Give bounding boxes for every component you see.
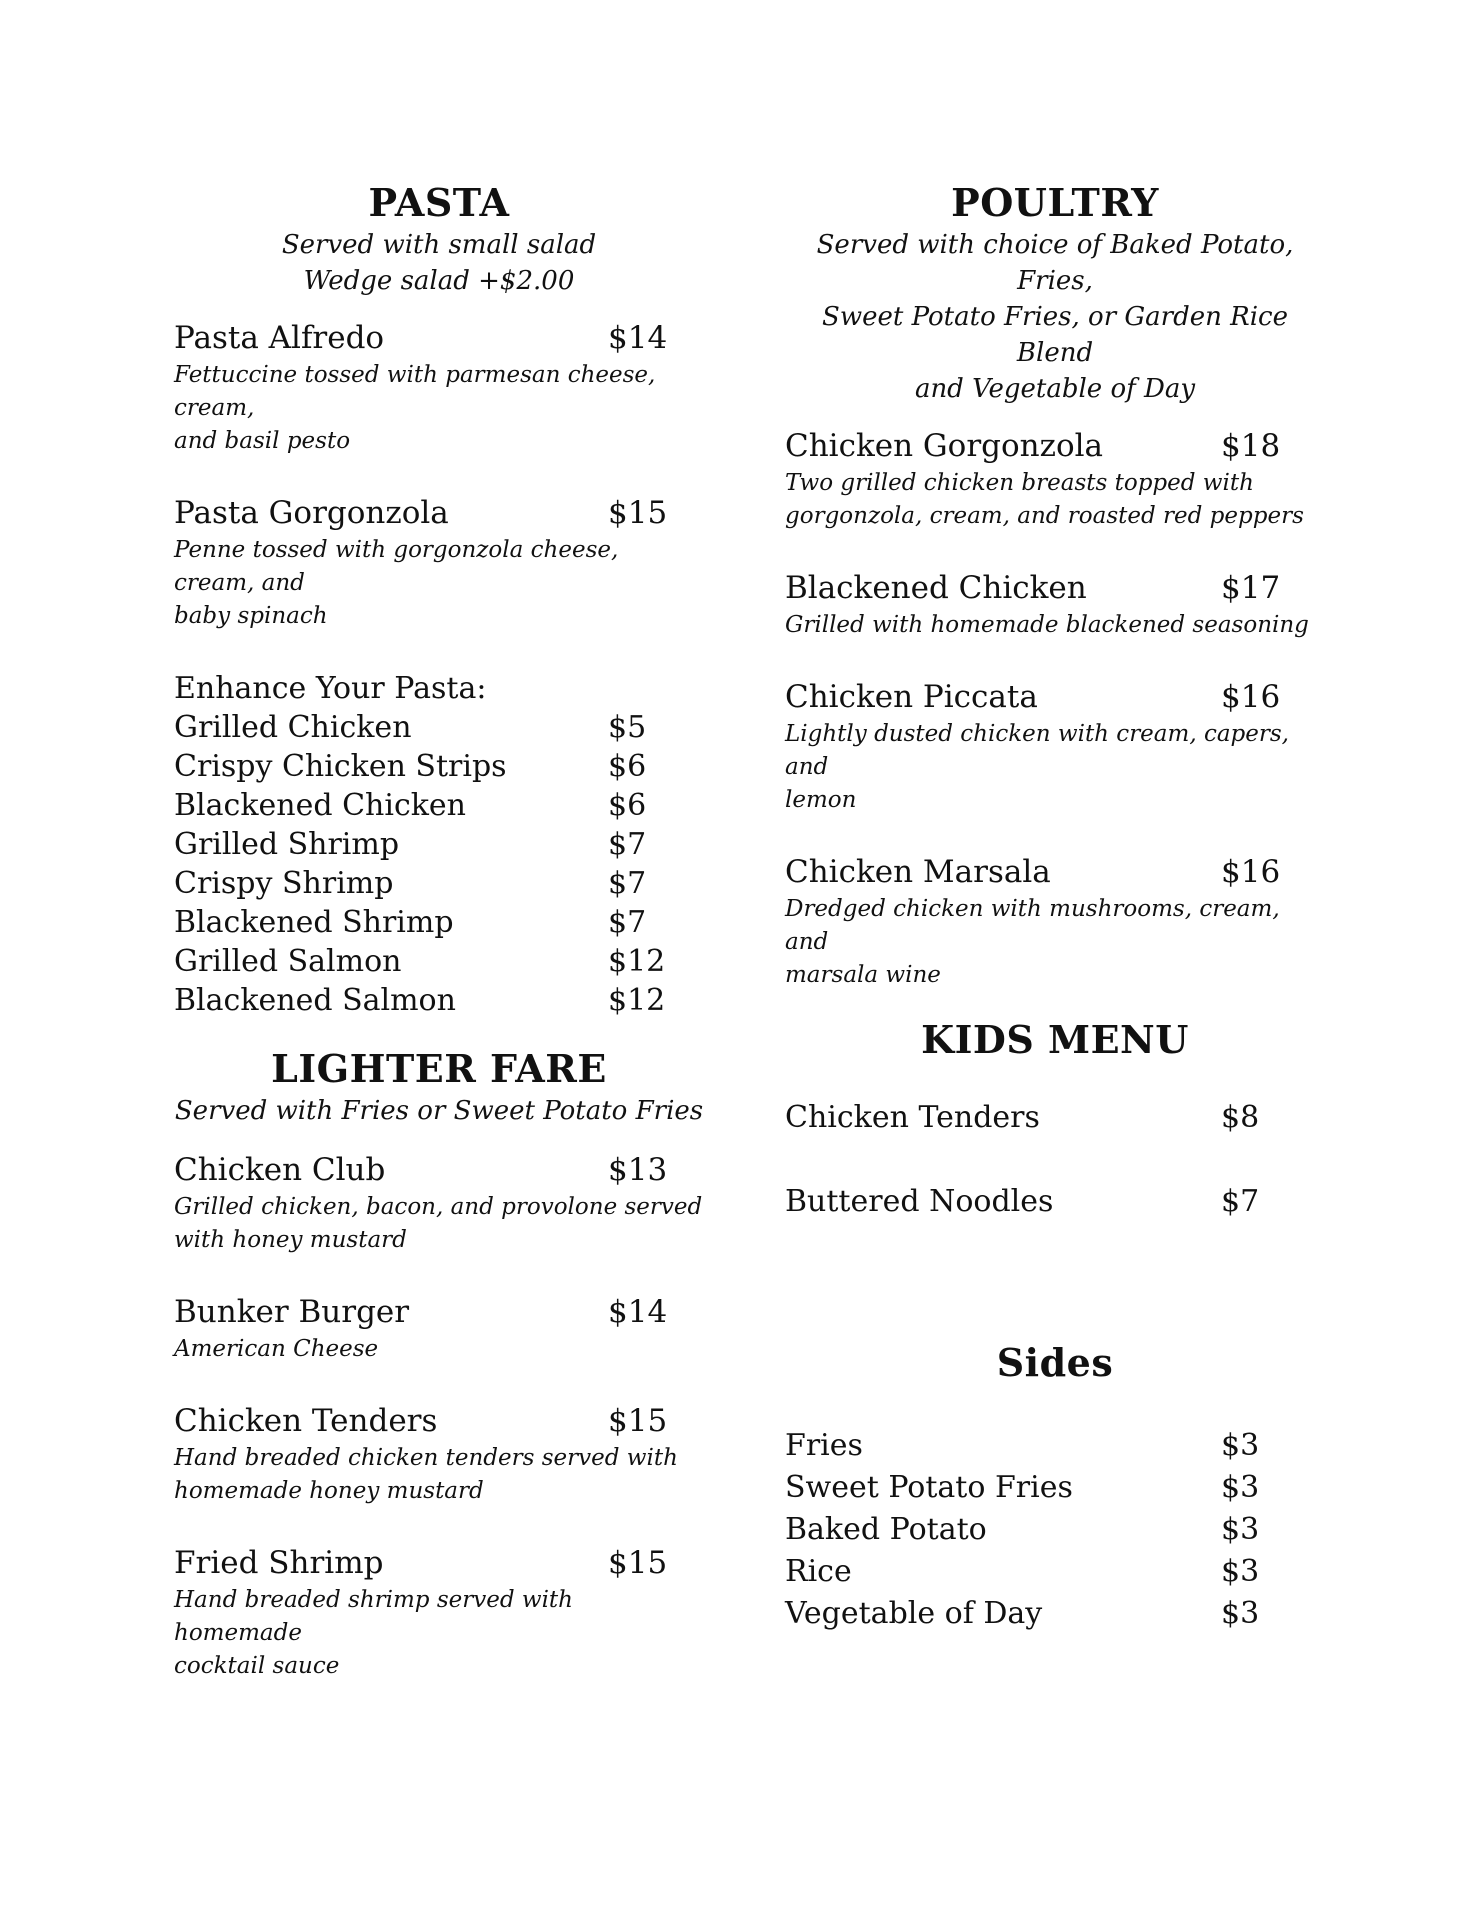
item-desc: Two grilled chicken breasts topped with <box>785 470 1254 496</box>
lighter-fare-section <box>174 1046 704 1683</box>
item-name: Chicken Tenders <box>174 1403 438 1439</box>
item-desc: with honey mustard <box>174 1227 407 1253</box>
item-name: Pasta Alfredo <box>174 320 385 356</box>
side-row <box>785 1509 1325 1551</box>
side-name: Sweet Potato Fries <box>785 1470 1073 1505</box>
item-price: $14 <box>608 320 668 356</box>
side-row <box>785 1593 1325 1635</box>
item-desc: Dredged chicken with mushrooms, cream, and <box>785 896 1280 955</box>
side-price: $3 <box>1221 1512 1260 1547</box>
pasta-subtitle-wedge: Wedge salad +$2.00 <box>303 266 575 296</box>
enhance-row <box>174 942 704 981</box>
menu-item <box>785 853 1325 992</box>
enhance-row <box>174 981 704 1020</box>
enhance-price: $7 <box>608 905 647 940</box>
menu-item <box>174 1402 704 1508</box>
item-price: $15 <box>608 495 668 531</box>
enhance-title: Enhance Your Pasta: <box>174 671 487 706</box>
side-price: $3 <box>1221 1470 1260 1505</box>
item-price: $16 <box>1221 679 1281 715</box>
item-desc: homemade honey mustard <box>174 1478 484 1504</box>
enhance-row <box>174 708 704 747</box>
lighter-fare-heading: LIGHTER FARE <box>271 1046 607 1091</box>
enhance-row <box>174 864 704 903</box>
menu-item <box>174 1544 704 1683</box>
item-price: $15 <box>608 1545 668 1581</box>
lighter-fare-subtitle: Served with Fries or Sweet Potato Fries <box>174 1096 704 1126</box>
enhance-price: $12 <box>608 944 666 979</box>
side-row <box>785 1551 1325 1593</box>
enhance-price: $7 <box>608 827 647 862</box>
item-desc: and basil pesto <box>174 428 351 454</box>
enhance-name: Grilled Shrimp <box>174 827 400 862</box>
enhance-name: Blackened Chicken <box>174 788 467 823</box>
side-row <box>785 1467 1325 1509</box>
enhance-price: $6 <box>608 788 647 823</box>
enhance-list <box>174 669 704 1020</box>
kids-item-price: $7 <box>1221 1184 1260 1219</box>
sides-heading: Sides <box>996 1340 1114 1385</box>
kids-row <box>785 1098 1325 1137</box>
kids-item-name: Chicken Tenders <box>785 1100 1040 1135</box>
pasta-subtitle: Served with small salad <box>281 230 597 260</box>
item-name: Bunker Burger <box>174 1294 410 1330</box>
side-price: $3 <box>1221 1554 1260 1589</box>
side-name: Rice <box>785 1554 852 1589</box>
item-price: $17 <box>1221 570 1281 606</box>
menu-item <box>785 427 1325 533</box>
item-desc: Fettuccine tossed with parmesan cheese, cream, <box>174 362 656 421</box>
item-desc: marsala wine <box>785 962 941 988</box>
enhance-price: $6 <box>608 749 647 784</box>
item-name: Chicken Club <box>174 1152 386 1188</box>
item-name: Blackened Chicken <box>785 570 1087 606</box>
menu-item <box>174 494 704 633</box>
item-desc: Penne tossed with gorgonzola cheese, cream, and <box>174 537 619 596</box>
item-desc: American Cheese <box>174 1336 379 1362</box>
kids-item-name: Buttered Noodles <box>785 1184 1054 1219</box>
kids-row <box>785 1182 1325 1221</box>
side-name: Baked Potato <box>785 1512 987 1547</box>
menu-item <box>785 569 1325 642</box>
enhance-name: Blackened Shrimp <box>174 905 454 940</box>
poultry-subtitle: Served with choice of Baked Potato, Fries, <box>816 230 1294 296</box>
enhance-row <box>174 786 704 825</box>
enhance-row <box>174 747 704 786</box>
enhance-price: $12 <box>608 983 666 1018</box>
enhance-name: Crispy Chicken Strips <box>174 749 507 784</box>
item-desc: Grilled with homemade blackened seasoning <box>785 612 1309 638</box>
kids-item-price: $8 <box>1221 1100 1260 1135</box>
enhance-name: Blackened Salmon <box>174 983 456 1018</box>
menu-item <box>174 319 704 458</box>
item-desc: Hand breaded chicken tenders served with <box>174 1445 678 1471</box>
sides-list <box>785 1425 1325 1635</box>
enhance-row <box>174 825 704 864</box>
poultry-heading: POULTRY <box>951 180 1159 225</box>
side-name: Vegetable of Day <box>785 1596 1043 1631</box>
item-desc: Hand breaded shrimp served with homemade <box>174 1587 573 1646</box>
enhance-row <box>174 903 704 942</box>
enhance-name: Grilled Chicken <box>174 710 412 745</box>
poultry-section <box>785 180 1325 992</box>
kids-menu-section <box>785 1017 1325 1221</box>
item-name: Chicken Piccata <box>785 679 1038 715</box>
pasta-section <box>174 180 704 1020</box>
item-name: Pasta Gorgonzola <box>174 495 449 531</box>
enhance-price: $7 <box>608 866 647 901</box>
item-name: Chicken Marsala <box>785 854 1051 890</box>
side-price: $3 <box>1221 1428 1260 1463</box>
item-price: $18 <box>1221 428 1281 464</box>
item-price: $13 <box>608 1152 668 1188</box>
item-desc: baby spinach <box>174 603 328 629</box>
enhance-price: $5 <box>608 710 647 745</box>
menu-item <box>174 1151 704 1257</box>
sides-section <box>785 1340 1325 1635</box>
menu-item <box>174 1293 704 1366</box>
poultry-subtitle: Sweet Potato Fries, or Garden Rice Blend <box>822 302 1288 368</box>
item-price: $16 <box>1221 854 1281 890</box>
pasta-heading: PASTA <box>368 180 510 225</box>
item-desc: lemon <box>785 787 857 813</box>
item-desc: gorgonzola, cream, and roasted red peppers <box>785 503 1304 529</box>
item-desc: Grilled chicken, bacon, and provolone served <box>174 1194 703 1220</box>
item-desc: Lightly dusted chicken with cream, capers, and <box>785 721 1289 780</box>
poultry-subtitle: and Vegetable of Day <box>914 374 1196 404</box>
item-price: $14 <box>608 1294 668 1330</box>
menu-item <box>785 678 1325 817</box>
item-name: Chicken Gorgonzola <box>785 428 1104 464</box>
item-name: Fried Shrimp <box>174 1545 384 1581</box>
side-name: Fries <box>785 1428 863 1463</box>
kids-menu-heading: KIDS MENU <box>921 1017 1189 1062</box>
enhance-name: Crispy Shrimp <box>174 866 394 901</box>
item-price: $15 <box>608 1403 668 1439</box>
item-desc: cocktail sauce <box>174 1653 340 1679</box>
side-row <box>785 1425 1325 1467</box>
enhance-name: Grilled Salmon <box>174 944 402 979</box>
side-price: $3 <box>1221 1596 1260 1631</box>
